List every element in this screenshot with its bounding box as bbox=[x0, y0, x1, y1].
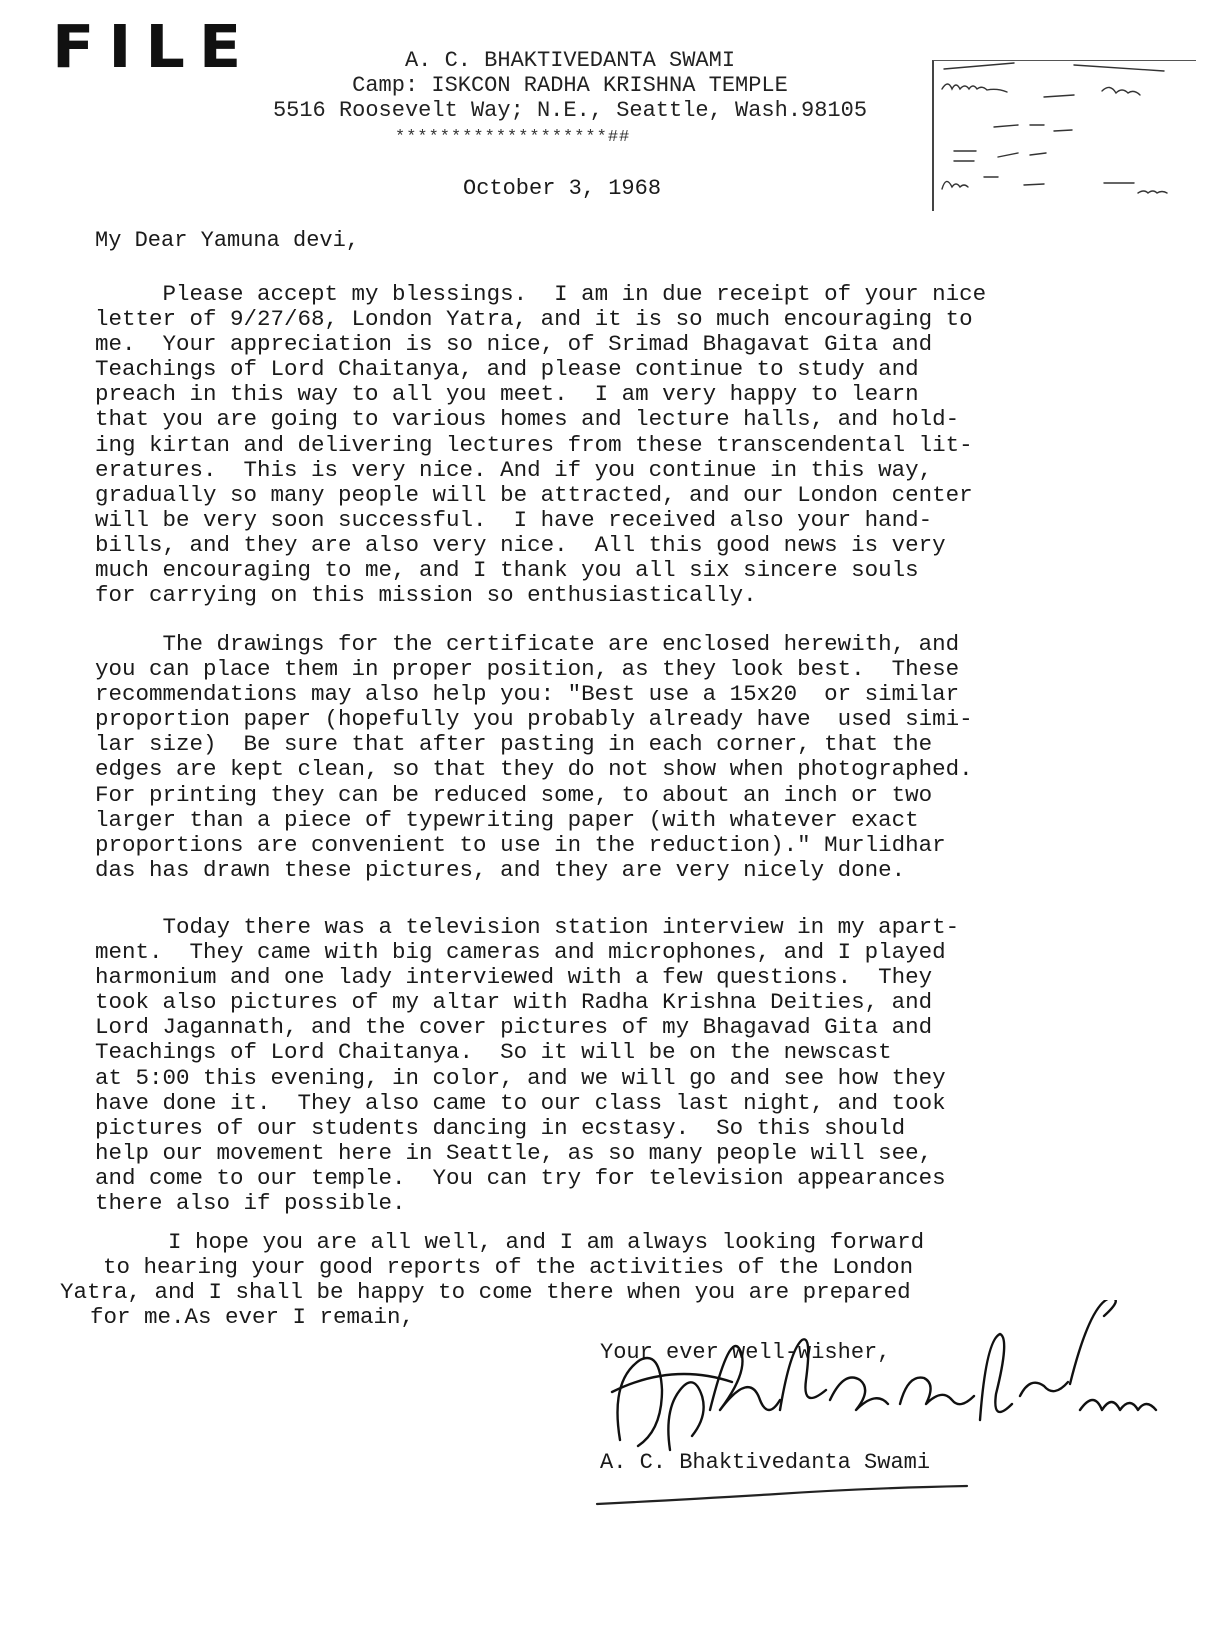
text-line: there also if possible. bbox=[95, 1190, 406, 1217]
letterhead-address: 5516 Roosevelt Way; N.E., Seattle, Wash.98105 bbox=[272, 98, 868, 123]
letterhead-rule: *******************## bbox=[395, 128, 631, 147]
text-line: proportions are convenient to use in the reduction)." Murlidhar bbox=[95, 831, 946, 858]
text-line: I hope you are all well, and I am always looking forward bbox=[168, 1229, 925, 1255]
salutation: My Dear Yamuna devi, bbox=[95, 228, 360, 253]
letter-date: October 3, 1968 bbox=[463, 176, 662, 201]
handwritten-notes-icon bbox=[934, 61, 1196, 211]
file-stamp: FILE bbox=[52, 11, 256, 82]
letterhead-name: A. C. BHAKTIVEDANTA SWAMI bbox=[404, 48, 736, 73]
text-line: lar size) Be sure that after pasting in each corner, that the bbox=[95, 731, 933, 758]
text-line: gradually so many people will be attracted, and our London center bbox=[95, 481, 973, 508]
text-line: Teachings of Lord Chaitanya, and please continue to study and bbox=[95, 356, 919, 383]
text-line: and come to our temple. You can try for television appearances bbox=[95, 1164, 946, 1191]
text-line: recommendations may also help you: "Best use a 15x20 or similar bbox=[95, 681, 960, 708]
letterhead bbox=[200, 48, 940, 123]
text-line: proportion paper (hopefully you probably already have used simi- bbox=[95, 706, 973, 733]
signed-name: A. C. Bhaktivedanta Swami bbox=[600, 1450, 931, 1475]
paragraph-3 bbox=[95, 915, 1205, 1216]
text-line: you can place them in proper position, as they look best. These bbox=[95, 656, 960, 683]
text-line: me. Your appreciation is so nice, of Srimad Bhagavat Gita and bbox=[95, 331, 933, 358]
text-line: eratures. This is very nice. And if you continue in this way, bbox=[95, 456, 933, 483]
text-line: have done it. They also came to our class last night, and took bbox=[95, 1089, 946, 1116]
handwritten-notes-box bbox=[932, 60, 1196, 211]
text-line: help our movement here in Seattle, as so many people will see, bbox=[95, 1139, 933, 1166]
text-line: for carrying on this mission so enthusiastically. bbox=[95, 582, 757, 609]
letterhead-camp: Camp: ISKCON RADHA KRISHNA TEMPLE bbox=[352, 73, 788, 98]
paragraph-2 bbox=[95, 632, 1205, 883]
text-line: letter of 9/27/68, London Yatra, and it is so much encouraging to bbox=[95, 306, 973, 333]
text-line: bills, and they are also very nice. All this good news is very bbox=[95, 531, 946, 558]
closing: Your ever well-wisher, bbox=[600, 1340, 891, 1365]
text-line: das has drawn these pictures, and they are very nicely done. bbox=[95, 856, 906, 883]
text-line: Yatra, and I shall be happy to come there when you are prepared bbox=[60, 1279, 911, 1306]
text-line: harmonium and one lady interviewed with a few questions. They bbox=[95, 964, 933, 991]
text-line: that you are going to various homes and lecture halls, and hold- bbox=[95, 406, 960, 433]
text-line: edges are kept clean, so that they do not show when photographed. bbox=[95, 756, 973, 783]
text-line: ment. They came with big cameras and microphones, and I played bbox=[95, 939, 946, 966]
text-line: pictures of our students dancing in ecstasy. So this should bbox=[95, 1114, 906, 1141]
text-line: Please accept my blessings. I am in due receipt of your nice bbox=[95, 281, 987, 307]
text-line: took also pictures of my altar with Radha Krishna Deities, and bbox=[95, 989, 933, 1016]
signature-underline bbox=[595, 1480, 975, 1510]
text-line: at 5:00 this evening, in color, and we will go and see how they bbox=[95, 1064, 946, 1091]
text-line: preach in this way to all you meet. I am very happy to learn bbox=[95, 381, 919, 408]
text-line: ing kirtan and delivering lectures from these transcendental lit- bbox=[95, 431, 973, 458]
paragraph-1 bbox=[95, 282, 1205, 608]
text-line: much encouraging to me, and I thank you all six sincere souls bbox=[95, 557, 919, 584]
text-line: Lord Jagannath, and the cover pictures of my Bhagavad Gita and bbox=[95, 1014, 933, 1041]
text-line: larger than a piece of typewriting paper (with whatever exact bbox=[95, 806, 919, 833]
text-line: will be very soon successful. I have received also your hand- bbox=[95, 506, 933, 533]
text-line: The drawings for the certificate are enclosed herewith, and bbox=[95, 631, 960, 657]
text-line: Teachings of Lord Chaitanya. So it will be on the newscast bbox=[95, 1039, 892, 1066]
text-line: For printing they can be reduced some, to about an inch or two bbox=[95, 781, 933, 808]
text-line: Today there was a television station interview in my apart- bbox=[95, 914, 960, 940]
text-line: for me.As ever I remain, bbox=[90, 1304, 415, 1331]
signature-icon bbox=[600, 1300, 1200, 1470]
text-line: to hearing your good reports of the activities of the London bbox=[103, 1254, 914, 1281]
